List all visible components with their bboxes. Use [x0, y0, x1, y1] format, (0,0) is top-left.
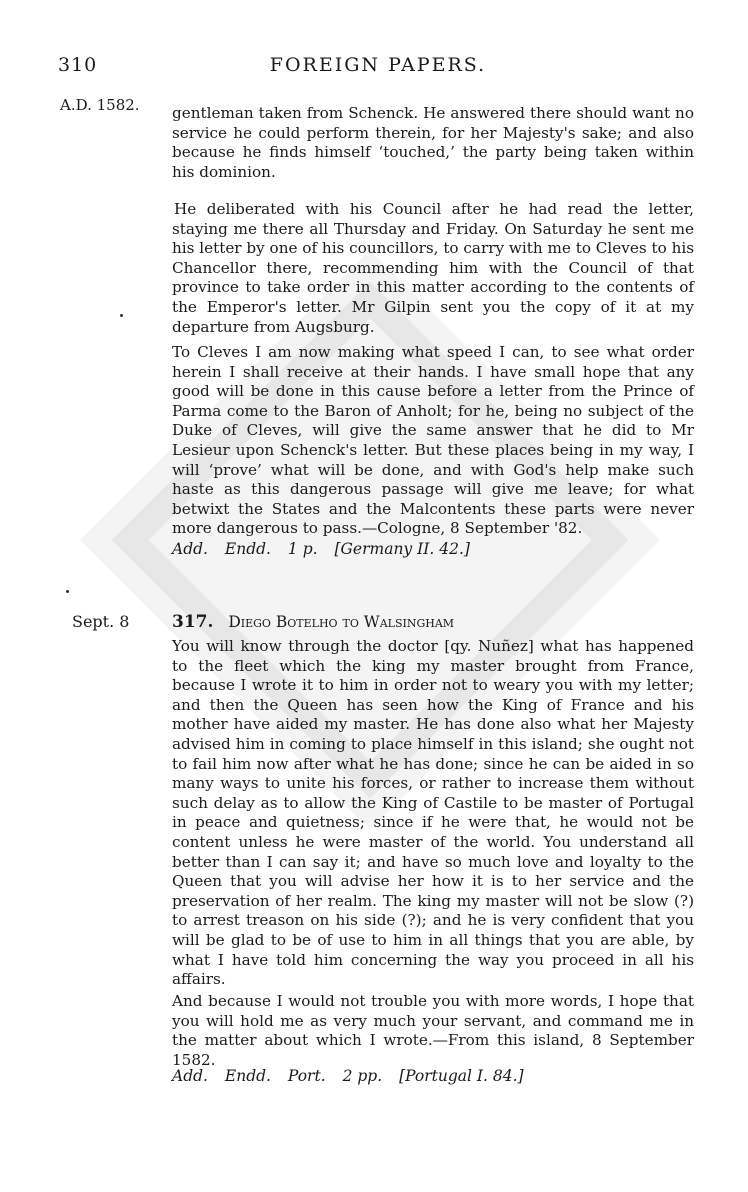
- ref-source: [Portugal I. 84.]: [399, 1067, 524, 1085]
- ref-lang: Port.: [287, 1067, 326, 1085]
- archival-reference: [172, 540, 694, 560]
- ref-pages: 1 p.: [287, 540, 318, 558]
- paragraph: [172, 637, 694, 990]
- speck: [120, 314, 123, 317]
- ref-source: [Germany II. 42.]: [334, 540, 470, 558]
- paragraph: [172, 992, 694, 1070]
- margin-date: Sept. 8: [72, 612, 130, 631]
- entry-heading: [172, 612, 694, 632]
- entry-title: Diego Botelho to Walsingham: [228, 613, 455, 631]
- entry-number: 317.: [172, 612, 214, 632]
- ref-add: Add.: [172, 1067, 208, 1085]
- ref-endd: Endd.: [224, 1067, 271, 1085]
- page-number: 310: [58, 54, 98, 76]
- paragraph-text: gentleman taken from Schenck. He answered there should want no service he could perform therein, for her Majesty's sake; and also because he finds himself ‘touched,’ the party being taken within his dominion.: [172, 104, 694, 181]
- paragraph-text: He deliberated with his Council after he had read the letter, staying me there all Thursday and Friday. On Saturday he sent me his letter by one of his councillors, to carry with me to Cleves to his Chancellor there, recommending him with the Council of that province to take order in this matter according to the contents of the Emperor's letter. Mr Gilpin sent you the copy of it at my departure from Augsburg.: [172, 200, 694, 336]
- paragraph: [172, 200, 694, 337]
- margin-year: A.D. 1582.: [60, 96, 140, 114]
- paragraph: [172, 104, 694, 182]
- archival-reference: [172, 1067, 694, 1087]
- ref-pages: 2 pp.: [342, 1067, 383, 1085]
- paragraph: [172, 343, 694, 539]
- page-header: [58, 54, 698, 80]
- ref-add: Add.: [172, 540, 208, 558]
- paragraph-text: And because I would not trouble you with more words, I hope that you will hold me as very much your servant, and command me in the matter about which I wrote.—From this island, 8 September 1582.: [172, 992, 694, 1069]
- ref-endd: Endd.: [224, 540, 271, 558]
- speck: [66, 590, 69, 593]
- paragraph-text: You will know through the doctor [qy. Nuñez] what has happened to the fleet which the king my master brought from France, because I wrote it to him in order not to weary you with my letter; and then the Queen has seen how the King of France and his mother have aided my master. He has done also what her Majesty advised him in coming to place himself in this island; she ought not to fail him now after what he has done; since he can be aided in so many ways to unite his forces, or rather to increase them without such delay as to allow the King of Castile to be master of Portugal in peace and quietness; since if he were that, he would not be content unless he were master of the world. You understand all better than I can say it; and have so much love and loyalty to the Queen that you will advise her how it is to her service and the preservation of her realm. The king my master will not be slow (?) to arrest treason on his side (?); and he is very confident that you will be glad to be of use to him in all things that you are able, by what I have told him concerning the way you proceed in all his affairs.: [172, 637, 694, 989]
- running-title: FOREIGN PAPERS.: [269, 54, 487, 76]
- paragraph-text: To Cleves I am now making what speed I can, to see what order herein I shall receive at their hands. I have small hope that any good will be done in this cause before a letter from the Prince of Parma come to the Baron of Anholt; for he, being no subject of the Duke of Cleves, will give the same answer that he did to Mr Lesieur upon Schenck's letter. But these places being in my way, I will ‘prove’ what will be done, and with God's help make such haste as this dangerous passage will give me leave; for what betwixt the States and the Malcontents these parts were never more dangerous to pass.—Cologne, 8 September '82.: [172, 343, 694, 538]
